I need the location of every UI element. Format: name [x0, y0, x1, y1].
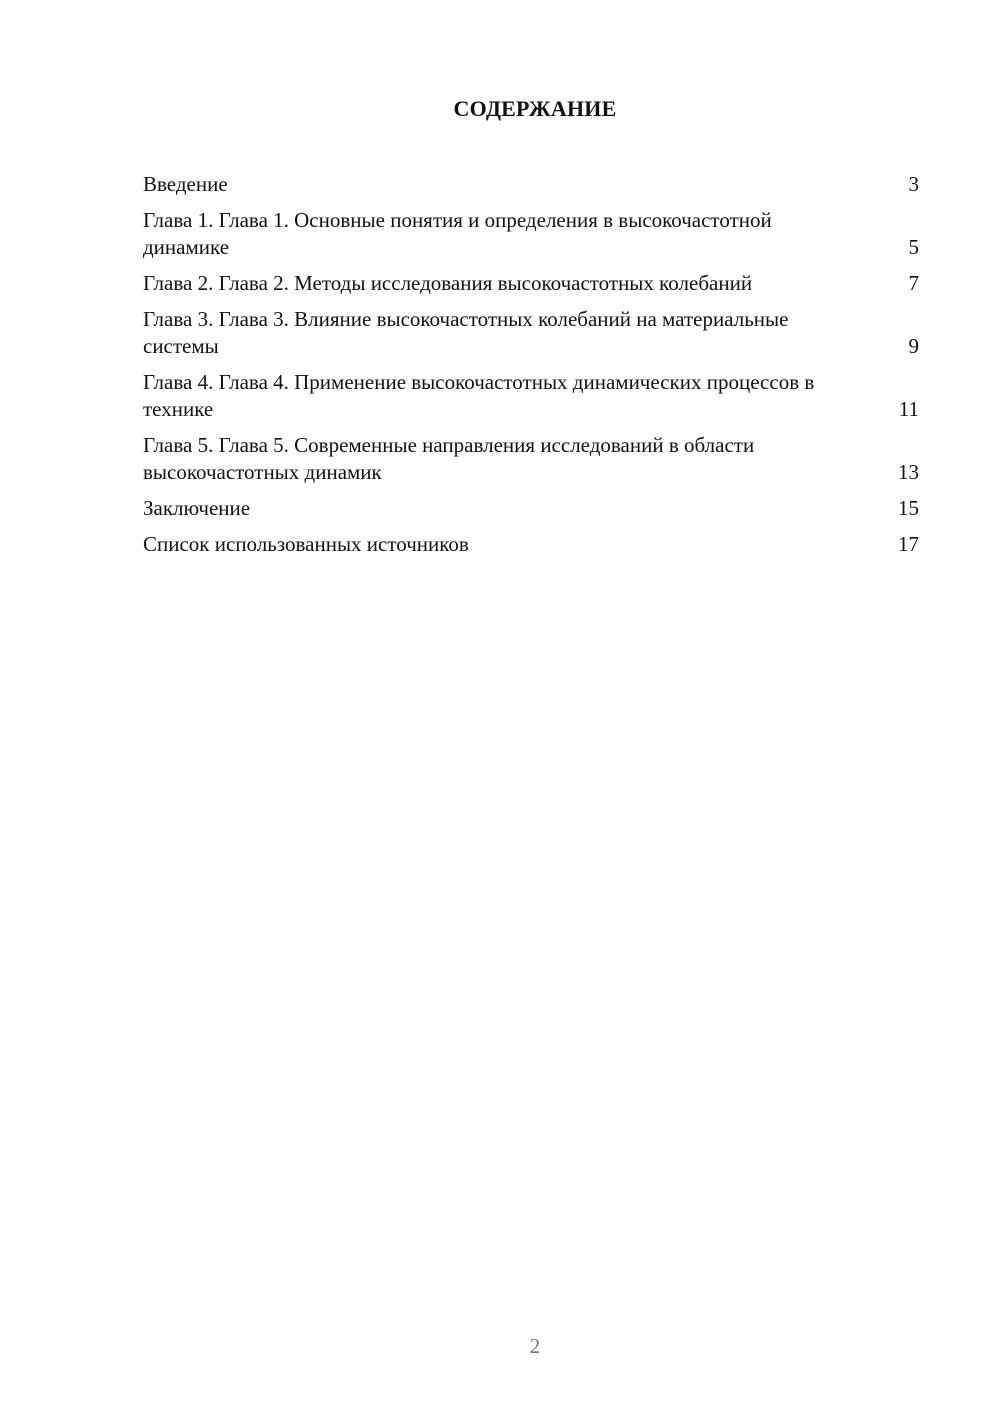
toc-entry-page: 3 [908, 172, 919, 196]
toc-entry-title: Введение [143, 172, 228, 196]
toc-entry-chapter-1 [143, 207, 919, 261]
toc-entry-title: Глава 3. Глава 3. Влияние высокочастотных колебаний на материальные системы [143, 307, 789, 358]
toc-entry-page: 7 [908, 271, 919, 295]
toc-entry-introduction [143, 171, 919, 198]
toc-entry-page: 17 [898, 532, 919, 556]
toc-entry-title: Глава 1. Глава 1. Основные понятия и определения в высокочастотной динамике [143, 208, 772, 259]
toc-entry-references [143, 531, 919, 558]
page-title: СОДЕРЖАНИЕ [453, 96, 617, 121]
toc-entry-chapter-5 [143, 432, 919, 486]
toc-entry-chapter-4 [143, 369, 919, 423]
toc-entry-page: 5 [908, 235, 919, 259]
toc-entry-chapter-2 [143, 270, 919, 297]
toc-entry-page: 11 [898, 397, 919, 421]
toc-entry-title: Глава 4. Глава 4. Применение высокочастотных динамических процессов в технике [143, 370, 815, 421]
toc-entry-page: 15 [898, 496, 919, 520]
toc-entry-title: Глава 2. Глава 2. Методы исследования высокочастотных колебаний [143, 271, 753, 295]
table-of-contents [143, 171, 919, 567]
page-number: 2 [529, 1334, 541, 1358]
toc-entry-title: Глава 5. Глава 5. Современные направления исследований в области высокочастотных динамик [143, 433, 755, 484]
toc-entry-page: 9 [908, 334, 919, 358]
toc-entry-title: Список использованных источников [143, 532, 469, 556]
toc-entry-conclusion [143, 495, 919, 522]
toc-entry-title: Заключение [143, 496, 251, 520]
toc-entry-chapter-3 [143, 306, 919, 360]
toc-entry-page: 13 [898, 460, 919, 484]
